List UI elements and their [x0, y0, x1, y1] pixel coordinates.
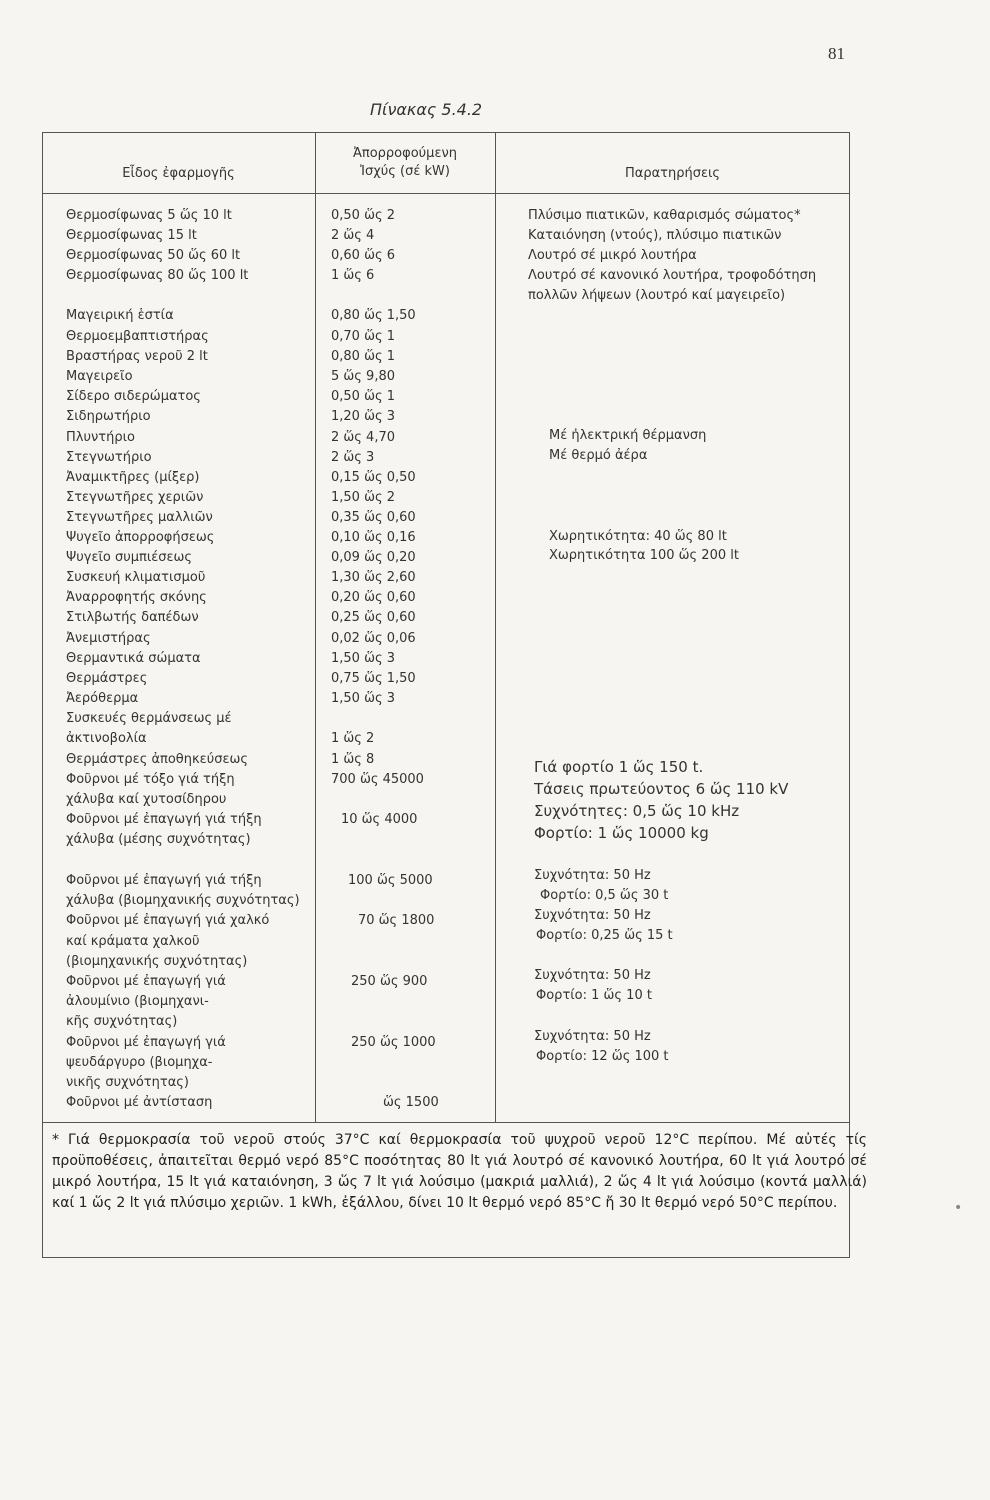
remark-cell: Λουτρό σέ μικρό λουτήρα [528, 248, 697, 263]
power-cell: 0,80 ὥς 1,50 [331, 308, 416, 323]
application-cell: ἀκτινοβολία [66, 731, 147, 746]
remark-cell: Καταιόνηση (ντούς), πλύσιμο πιατικῶν [528, 228, 782, 243]
application-cell: χάλυβα (μέσης συχνότητας) [66, 832, 251, 847]
power-cell: 0,25 ὥς 0,60 [331, 610, 416, 625]
application-cell: χάλυβα (βιομηχανικής συχνότητας) [66, 893, 300, 908]
application-cell: κῆς συχνότητας) [66, 1014, 178, 1029]
power-cell: 0,10 ὥς 0,16 [331, 530, 416, 545]
application-cell: Συσκευή κλιματισμοῦ [66, 570, 206, 585]
remark-cell: Φορτίο: 0,25 ὥς 15 t [536, 928, 673, 943]
power-cell: 0,02 ὥς 0,06 [331, 631, 416, 646]
application-cell: Μαγειρεῖο [66, 369, 133, 384]
application-cell: Ψυγεῖο ἀπορροφήσεως [66, 530, 215, 545]
power-cell: 2 ὥς 4 [331, 228, 375, 243]
header-application: Εἶδος ἐφαρμογῆς [122, 166, 235, 181]
remark-cell: Φορτίο: 0,5 ὥς 30 t [540, 888, 669, 903]
application-cell: Ἀνεμιστήρας [66, 631, 151, 646]
power-cell: 0,75 ὥς 1,50 [331, 671, 416, 686]
power-cell: 1,20 ὥς 3 [331, 409, 395, 424]
application-cell: νικῆς συχνότητας) [66, 1075, 189, 1090]
remark-cell: Πλύσιμο πιατικῶν, καθαρισμός σώματος* [528, 208, 801, 223]
remark-cell: Τάσεις πρωτεύοντος 6 ὥς 110 kV [534, 780, 789, 798]
power-cell: 0,50 ὥς 2 [331, 208, 395, 223]
application-cell: (βιομηχανικής συχνότητας) [66, 954, 248, 969]
power-cell: 2 ὥς 4,70 [331, 430, 395, 445]
application-cell: Θερμοεμβαπτιστήρας [66, 329, 209, 344]
power-cell: 250 ὥς 900 [351, 974, 428, 989]
application-cell: Στεγνωτῆρες χεριῶν [66, 490, 204, 505]
remark-cell: Φορτίο: 1 ὥς 10000 kg [534, 824, 709, 842]
application-cell: Φοῦρνοι μέ ἐπαγωγή γιά τήξη [66, 873, 262, 888]
power-cell: 0,50 ὥς 1 [331, 389, 395, 404]
power-cell: 0,60 ὥς 6 [331, 248, 395, 263]
application-cell: Στιλβωτής δαπέδων [66, 610, 199, 625]
application-cell: χάλυβα καί χυτοσίδηρου [66, 792, 227, 807]
remark-cell: Συχνότητα: 50 Hz [534, 1029, 651, 1044]
power-cell: 1,30 ὥς 2,60 [331, 570, 416, 585]
remark-cell: Γιά φορτίο 1 ὥς 150 t. [534, 758, 704, 776]
application-cell: Ἀερόθερμα [66, 691, 139, 706]
power-cell: 0,70 ὥς 1 [331, 329, 395, 344]
power-cell: 0,80 ὥς 1 [331, 349, 395, 364]
remark-cell: πολλῶν λήψεων (λουτρό καί μαγειρεῖο) [528, 288, 786, 303]
power-cell: 1,50 ὥς 2 [331, 490, 395, 505]
power-cell: 70 ὥς 1800 [358, 913, 435, 928]
remark-cell: Συχνότητα: 50 Hz [534, 968, 651, 983]
application-cell: Πλυντήριο [66, 430, 135, 445]
application-cell: Θερμάστρες ἀποθηκεύσεως [66, 752, 248, 767]
application-cell: ἀλουμίνιο (βιομηχανι- [66, 994, 209, 1009]
power-cell: 700 ὥς 45000 [331, 772, 424, 787]
power-cell: 1,50 ὥς 3 [331, 651, 395, 666]
power-cell: 5 ὥς 9,80 [331, 369, 395, 384]
application-cell: Φοῦρνοι μέ ἐπαγωγή γιά χαλκό [66, 913, 270, 928]
remark-cell: Συχνότητες: 0,5 ὥς 10 kHz [534, 802, 740, 820]
application-cell: Θερμοσίφωνας 5 ὥς 10 lt [66, 208, 232, 223]
remark-cell: Μέ ἠλεκτρική θέρμανση [549, 428, 707, 443]
table-footnote: * Γιά θερμοκρασία τοῦ νεροῦ στούς 37°C καί θερμοκρασία τοῦ ψυχροῦ νεροῦ 12°C περίπου. Μέ αὐτές τίς προϋποθέσεις, ἀπαιτεῖται θερμό νερό 85°C ποσότητας 80 lt γιά λουτρό σέ κανονικό λουτήρα, 60 lt γιά λουτρό σέ μικρό λουτήρα, 15 lt γιά καταιόνηση, 3 ὥς 7 lt γιά λούσιμο (μακριά μαλλιά), 2 ὥς 4 lt γιά λούσιμο (κοντά μαλλιά) καί 1 ὥς 2 lt γιά πλύσιμο χεριῶν. 1 kWh, ἐξάλλου, δίνει 10 lt θερμό νερό 85°C ἤ 30 lt θερμό νερό 50°C περίπου. [52, 1132, 867, 1211]
power-cell: 1 ὥς 6 [331, 268, 375, 283]
power-cell: 0,15 ὥς 0,50 [331, 470, 416, 485]
application-cell: Θερμοσίφωνας 15 lt [66, 228, 197, 243]
remark-cell: Μέ θερμό ἀέρα [549, 448, 648, 463]
power-cell: 250 ὥς 1000 [351, 1035, 436, 1050]
remark-cell: Συχνότητα: 50 Hz [534, 868, 651, 883]
application-cell: Φοῦρνοι μέ ἐπαγωγή γιά [66, 974, 226, 989]
power-cell: 1 ὥς 2 [331, 731, 375, 746]
column-divider-1 [315, 132, 316, 1122]
footnote-divider [42, 1122, 850, 1123]
application-cell: Ἀναρροφητής σκόνης [66, 590, 207, 605]
application-cell: Φοῦρνοι μέ ἐπαγωγή γιά τήξη [66, 812, 262, 827]
column-divider-2 [495, 132, 496, 1122]
power-cell: ὥς 1500 [383, 1095, 439, 1110]
application-cell: Θερμοσίφωνας 50 ὥς 60 lt [66, 248, 241, 263]
header-power-line2: Ἰσχύς (σέ kW) [360, 164, 450, 179]
header-divider [42, 193, 850, 194]
application-cell: καί κράματα χαλκοῦ [66, 934, 200, 949]
application-cell: Στεγνωτήριο [66, 450, 152, 465]
remark-cell: Φορτίο: 1 ὥς 10 t [536, 988, 652, 1003]
remark-cell: Χωρητικότητα: 40 ὥς 80 lt [549, 529, 727, 544]
remark-cell: Χωρητικότητα 100 ὥς 200 lt [549, 548, 739, 563]
header-remarks: Παρατηρήσεις [624, 166, 721, 181]
remark-cell: Συχνότητα: 50 Hz [534, 908, 651, 923]
remark-cell: Λουτρό σέ κανονικό λουτήρα, τροφοδότηση [528, 268, 817, 283]
power-cell: 2 ὥς 3 [331, 450, 375, 465]
power-cell: 0,35 ὥς 0,60 [331, 510, 416, 525]
margin-mark: • [954, 1200, 963, 1216]
application-cell: Θερμάστρες [66, 671, 148, 686]
application-cell: Μαγειρική ἑστία [66, 308, 174, 323]
application-cell: Ψυγεῖο συμπιέσεως [66, 550, 193, 565]
application-cell: ψευδάργυρο (βιομηχα- [66, 1055, 213, 1070]
application-cell: Στεγνωτῆρες μαλλιῶν [66, 510, 213, 525]
table-title: Πίνακας 5.4.2 [370, 100, 483, 119]
application-cell: Φοῦρνοι μέ ἐπαγωγή γιά [66, 1035, 226, 1050]
power-cell: 0,09 ὥς 0,20 [331, 550, 416, 565]
power-cell: 0,20 ὥς 0,60 [331, 590, 416, 605]
application-cell: Συσκευές θερμάνσεως μέ [66, 711, 232, 726]
power-cell: 10 ὥς 4000 [341, 812, 418, 827]
header-power-line1: Ἀπορροφούμενη [353, 146, 457, 161]
remark-cell: Φορτίο: 12 ὥς 100 t [536, 1049, 669, 1064]
page-number: 81 [828, 44, 845, 63]
application-cell: Φοῦρνοι μέ ἀντίσταση [66, 1095, 213, 1110]
application-cell: Βραστήρας νεροῦ 2 lt [66, 349, 208, 364]
application-cell: Θερμαντικά σώματα [66, 651, 201, 666]
application-cell: Σίδερο σιδερώματος [66, 389, 201, 404]
power-cell: 1 ὥς 8 [331, 752, 375, 767]
application-cell: Θερμοσίφωνας 80 ὥς 100 lt [66, 268, 249, 283]
power-cell: 100 ὥς 5000 [348, 873, 433, 888]
application-cell: Ἀναμικτῆρες (μίξερ) [66, 470, 200, 485]
application-cell: Σιδηρωτήριο [66, 409, 151, 424]
application-cell: Φοῦρνοι μέ τόξο γιά τήξη [66, 772, 235, 787]
power-cell: 1,50 ὥς 3 [331, 691, 395, 706]
